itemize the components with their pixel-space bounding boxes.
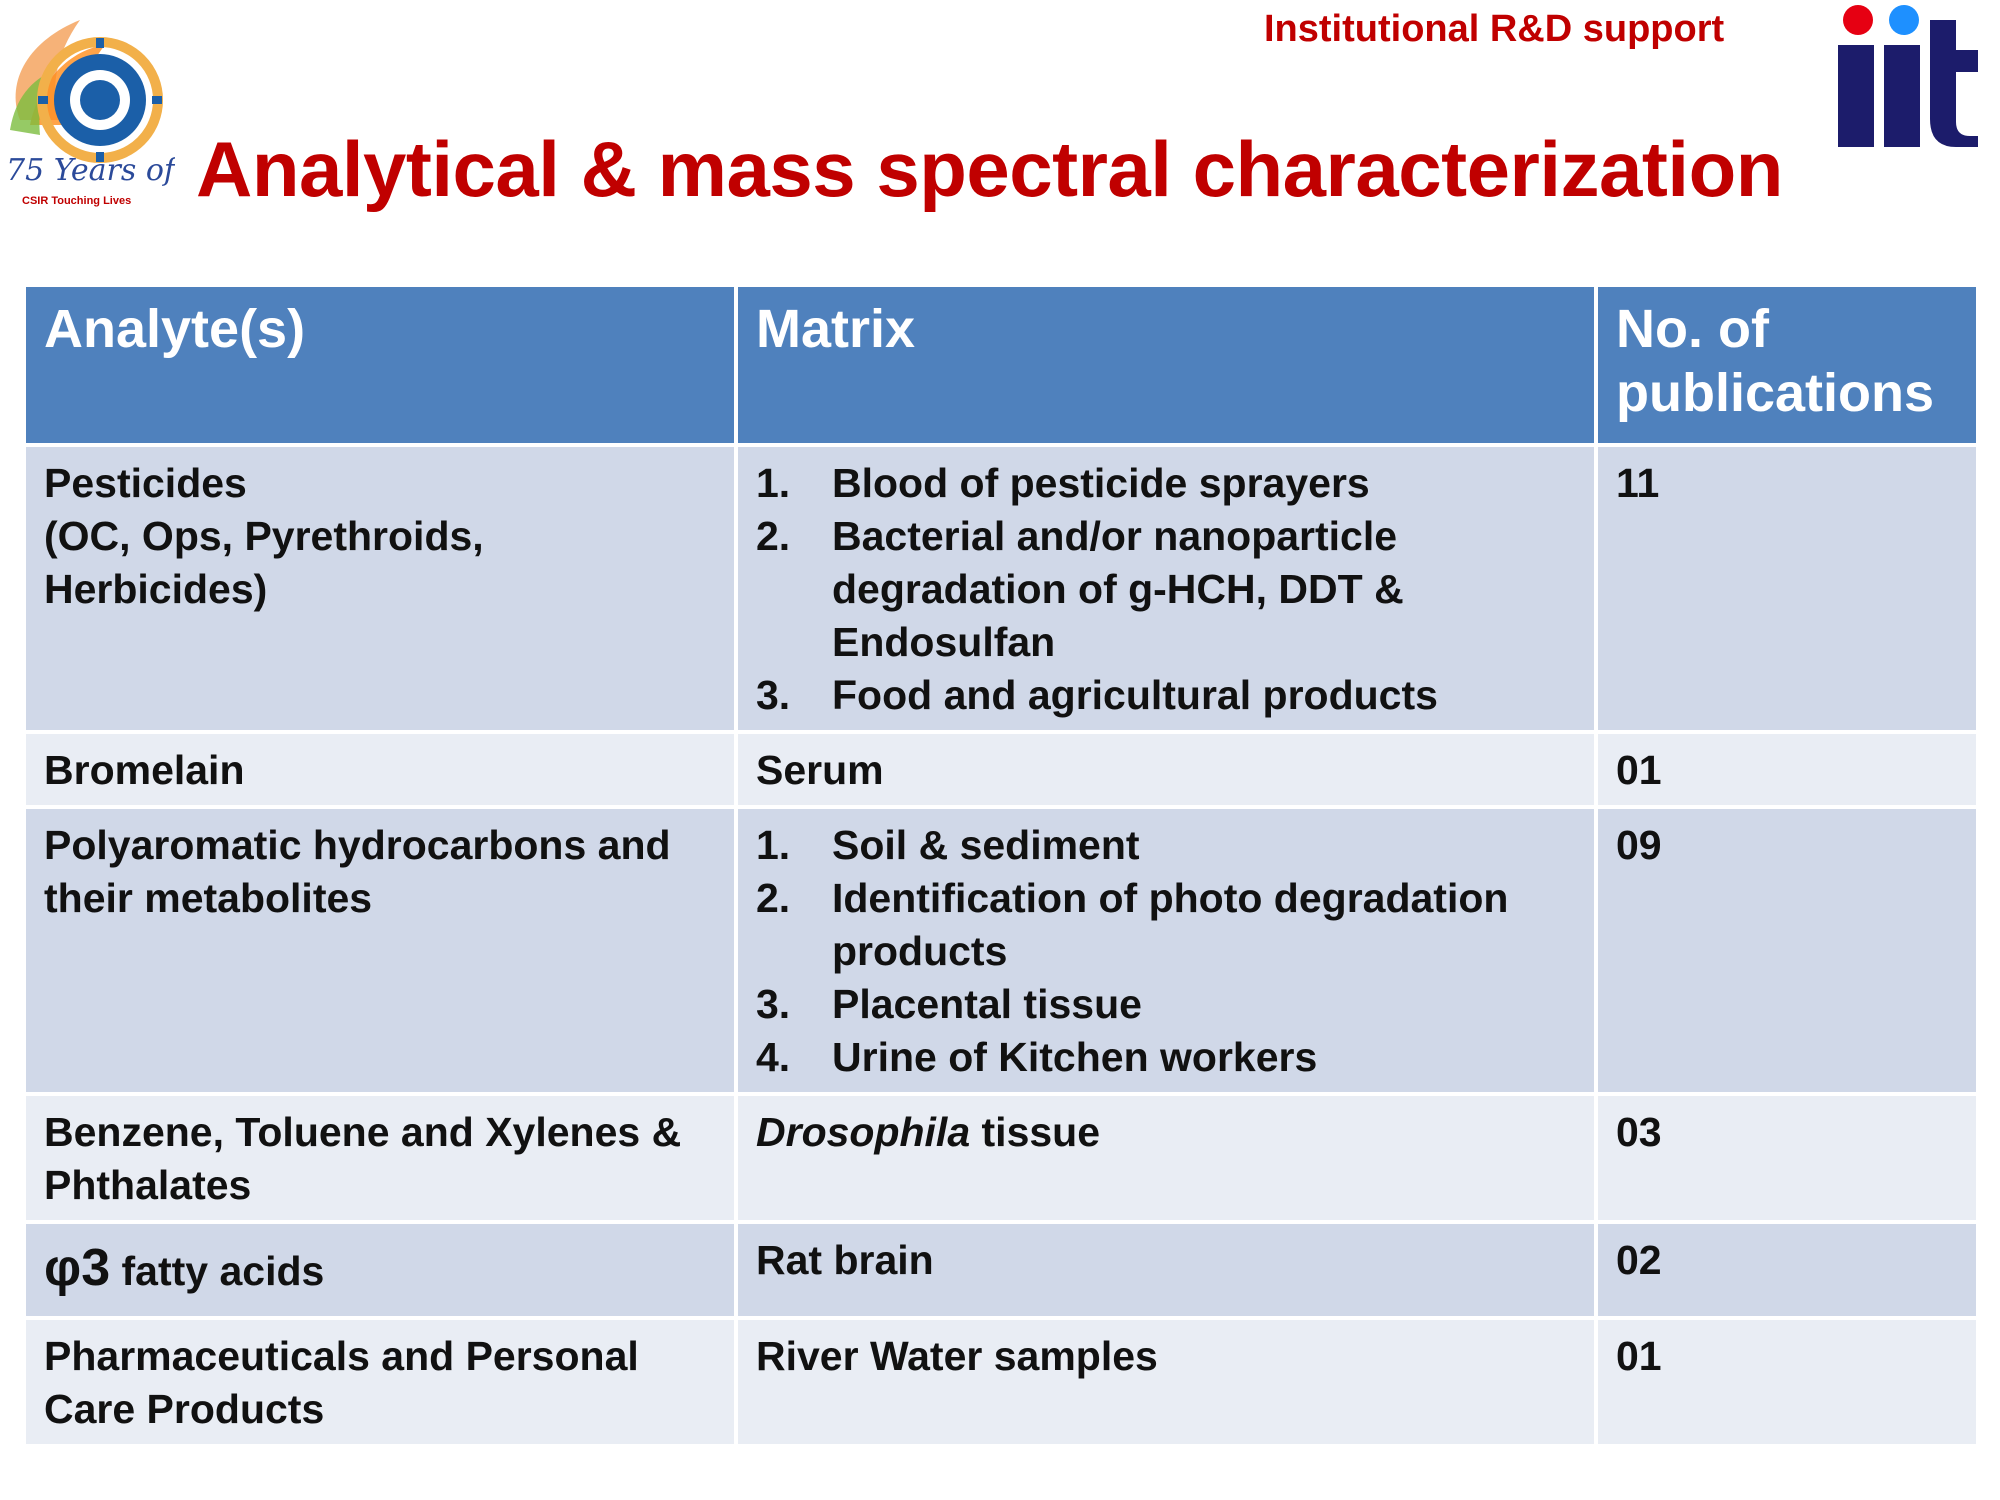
- slide-title: Analytical & mass spectral characterization: [196, 125, 1783, 213]
- analyte-rest: fatty acids: [110, 1248, 325, 1294]
- publications-cell: 11: [1598, 447, 1976, 730]
- table-header-row: [26, 287, 1976, 443]
- publications-cell: 01: [1598, 734, 1976, 805]
- table-row: [26, 1320, 1976, 1444]
- csir-tagline: 75 Years of: [6, 153, 175, 188]
- publications-table: [22, 283, 1980, 1448]
- matrix-list-item: [756, 510, 1574, 669]
- table-row: [26, 809, 1976, 1092]
- list-text: Bacterial and/or nanoparticle degradation of g-HCH, DDT & Endosulfan: [832, 513, 1404, 665]
- iitr-logo: [1830, 0, 2000, 155]
- matrix-list: [756, 819, 1574, 1084]
- matrix-list-item: [756, 978, 1574, 1031]
- list-text: Blood of pesticide sprayers: [832, 460, 1370, 506]
- list-text: Identification of photo degradation products: [832, 875, 1509, 974]
- list-number: 2.: [756, 513, 791, 559]
- analyte-cell: [26, 447, 734, 730]
- analyte-line: Pesticides: [44, 460, 247, 506]
- table-row: [26, 1096, 1976, 1220]
- analyte-line: (OC, Ops, Pyrethroids,: [44, 513, 484, 559]
- matrix-italic: Drosophila: [756, 1109, 971, 1155]
- analyte-cell: Polyaromatic hydrocarbons and their metabolites: [26, 809, 734, 1092]
- publications-cell: 01: [1598, 1320, 1976, 1444]
- table-row: [26, 734, 1976, 805]
- list-number: 1.: [756, 460, 791, 506]
- matrix-cell: Serum: [738, 734, 1594, 805]
- matrix-cell: Rat brain: [738, 1224, 1594, 1316]
- list-number: 4.: [756, 1034, 791, 1080]
- list-number: 2.: [756, 875, 791, 921]
- matrix-cell: River Water samples: [738, 1320, 1594, 1444]
- column-header-publications: No. of publications: [1598, 287, 1976, 443]
- analyte-cell: Benzene, Toluene and Xylenes & Phthalates: [26, 1096, 734, 1220]
- csir-75-years-logo: [0, 0, 175, 215]
- analyte-cell: Bromelain: [26, 734, 734, 805]
- csir-subtagline: CSIR Touching Lives: [22, 195, 132, 207]
- analyte-line: Herbicides): [44, 566, 268, 612]
- list-text: Soil & sediment: [832, 822, 1140, 868]
- analyte-cell: [26, 1224, 734, 1316]
- publications-cell: 09: [1598, 809, 1976, 1092]
- list-number: 3.: [756, 981, 791, 1027]
- matrix-list: [756, 457, 1574, 722]
- omega-symbol: φ3: [44, 1239, 111, 1297]
- matrix-list-item: [756, 1031, 1574, 1084]
- matrix-list-item: [756, 819, 1574, 872]
- matrix-cell: [738, 809, 1594, 1092]
- matrix-list-item: [756, 669, 1574, 722]
- table-row: [26, 447, 1976, 730]
- section-caption: Institutional R&D support: [1264, 8, 1725, 50]
- matrix-cell: [738, 1096, 1594, 1220]
- matrix-list-item: [756, 872, 1574, 978]
- analyte-cell: Pharmaceuticals and Personal Care Products: [26, 1320, 734, 1444]
- list-text: Food and agricultural products: [832, 672, 1438, 718]
- list-number: 3.: [756, 672, 791, 718]
- table-row: [26, 1224, 1976, 1316]
- publications-cell: 02: [1598, 1224, 1976, 1316]
- list-number: 1.: [756, 822, 791, 868]
- publications-cell: 03: [1598, 1096, 1976, 1220]
- column-header-matrix: Matrix: [738, 287, 1594, 443]
- matrix-rest: tissue: [970, 1109, 1101, 1155]
- matrix-cell: [738, 447, 1594, 730]
- list-text: Placental tissue: [832, 981, 1142, 1027]
- column-header-analyte: Analyte(s): [26, 287, 734, 443]
- list-text: Urine of Kitchen workers: [832, 1034, 1318, 1080]
- matrix-list-item: [756, 457, 1574, 510]
